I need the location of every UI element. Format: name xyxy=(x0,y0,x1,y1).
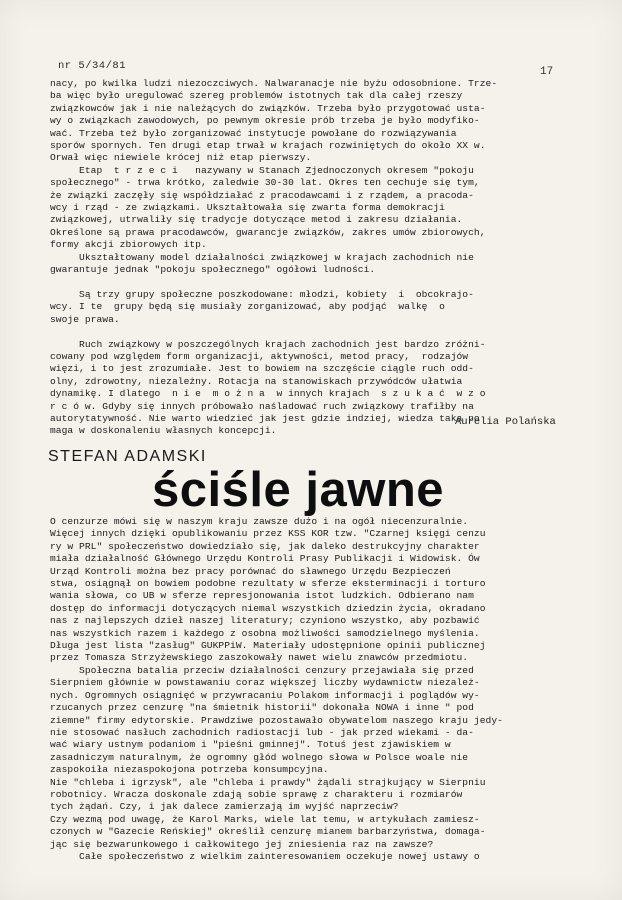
article-one-line: swoje prawa. xyxy=(50,313,120,325)
article-two-line: Urząd Kontroli można bez pracy porównać do sławnego Urzędu Bezpieczeń xyxy=(50,565,451,577)
article-one-line: r c ó w. Gdyby się innych próbowało naśladować ruch związkowy trafiłby na xyxy=(50,400,474,412)
article-one-line: cowany pod względem form organizacji, aktywności, metod pracy, rodzajów xyxy=(50,350,469,362)
article-one-line: wcy. I te grupy będą się musiały zorganizować, aby podjąć walkę o xyxy=(50,301,445,313)
page-number: 17 xyxy=(540,66,554,78)
article-two-line: ziemne" firmy edytorskie. Prawdziwe pozostawało obywatelom naszego kraju jedy- xyxy=(50,714,503,726)
article-two-line: Nie "chleba i igrzysk", ale "chleba i prawdy" żądali strajkujący w Sierpniu xyxy=(50,776,486,788)
article-one-line: gwarantuje jednak "pokoju społecznego" ogółowi ludności. xyxy=(50,264,376,276)
article-one-line: społecznego" - trwa krótko, zaledwie 30-30 lat. Okres ten cechuje się tym, xyxy=(50,177,480,189)
article-one-line: Ukształtowany model działalności związkowej w krajach zachodnich nie xyxy=(50,251,474,263)
article-one-line xyxy=(50,326,497,338)
article-two-line: Całe społeczeństwo z wielkim zainteresowaniem oczekuje nowej ustawy o xyxy=(50,850,480,862)
article-two-line: wania słowa, co UB w sferze represjonowania istot ludzkich. Odbierano nam xyxy=(50,590,474,602)
article-two-text xyxy=(50,516,503,863)
article-two-line: O cenzurze mówi się w naszym kraju zawsze dużo i na ogół niecenzuralnie. xyxy=(50,516,469,527)
article-one-line: Etap t r z e c i nazywany w Stanach Zjednoczonych okresem "pokoju xyxy=(50,164,474,176)
article-one-line: olny, zdrowotny, niezależny. Rotacja na stanowiskach przywódców ułatwia xyxy=(50,375,463,387)
article-one-line: związkowej, utrwaliły się tradycje dotyczące metod i zakresu działania. xyxy=(50,214,463,226)
article-one-line: Określone są prawa pracodawców, gwarancje związków, zakres umów zbiorowych, xyxy=(50,226,486,238)
article-one-line: Są trzy grupy społeczne poszkodowane: młodzi, kobiety i obcokrajo- xyxy=(50,288,474,300)
article-two-line: tych żądań. Czy, i jak dalece zamierzają im wyjść naprzeciw? xyxy=(50,801,399,813)
article-one-line: ba więc było uregulować szereg problemów istotnych tak dla całej rzeszy xyxy=(50,90,463,102)
article-one-line: nacy, po kwilka ludzi niezoczciwych. Nalwaranacje nie byżu odosobnione. Trze- xyxy=(50,78,498,89)
article-one-line: maga w doskonaleniu własnych koncepcji. xyxy=(50,425,277,437)
issue-number: nr 5/34/81 xyxy=(58,60,127,72)
article-two-line: nych. Ogromnych osiągnięć w przywracaniu Polakom informacji i poglądów wy- xyxy=(50,689,480,701)
article-one-line: formy akcji zbiorowych itp. xyxy=(50,239,207,251)
article-one-line: wcy i rząd - ze związkami. Ukształtowała się zwarta forma demokracji xyxy=(50,202,445,214)
article-one-signature: Aurelia Polańska xyxy=(455,416,556,428)
article-one-line: Ruch związkowy w poszczególnych krajach zachodnich jest bardzo zróżni- xyxy=(50,338,486,350)
article-two-line: Czy wezmą pod uwagę, że Karol Marks, wiele lat temu, w artykułach zamiesz- xyxy=(50,813,480,825)
article-two-line: zasadniczym naturalnym, że ogromny głód wolnego słowa w Polsce woale nie xyxy=(50,751,469,763)
article-one-line xyxy=(50,277,497,289)
article-two-author: STEFAN ADAMSKI xyxy=(48,448,207,465)
article-two-line: zaspokoiła niezaspokojona potrzeba konsumpcyjna. xyxy=(50,764,329,776)
article-two-line: wać wiary ustnym podaniom i "pieśni gminnej". Totuś jest zjawiskiem w xyxy=(50,739,451,751)
article-one-line: więzi, i to jest zrozumiałe. Jest to bowiem na szczęście ciągle ruch odd- xyxy=(50,363,474,375)
article-two-line: jąc się bezwarunkowego i całkowitego jej zniesienia raz na zawsze? xyxy=(50,838,434,850)
article-two-line: ry w PRL" społeczeństwo dowiedziało się, jak daleko destrukcyjny charakter xyxy=(50,540,480,552)
article-one-line: wać. Trzeba też było zorganizować instytucje powołane do rozwiązywania xyxy=(50,127,457,139)
article-one-line: wy o związkach zawodowych, po pewnym okresie prób trzeba je było modyfiko- xyxy=(50,115,480,127)
article-one-line: autorytatywność. Nie warto wiedzieć jak jest gdzie indziej, wiedza taka po xyxy=(50,412,480,424)
article-two-line: nas z najlepszych dzieł naszej literatury; czyniono wszystko, aby pozbawić xyxy=(50,615,480,627)
article-one-line: związkowców jak i nie należących do związków. Trzeba było przygotować usta- xyxy=(50,102,486,114)
article-two-line: nie stosować nasłuch zachodnich radiostacji lub - jak przed wiekami - da- xyxy=(50,726,474,738)
article-two-line: nas wszystkich razem i każdego z osobna możliwości samodzielnego myślenia. xyxy=(50,627,480,639)
article-two-line: przez Tomasza Strzyżewskiego zaszokowały nawet wielu znawców przedmiotu. xyxy=(50,652,469,664)
article-two-line: czonych w "Gazecie Reńskiej" określił cenzurę mianem barbarzyństwa, domaga- xyxy=(50,826,486,838)
article-one-line: że związki zaczęły się współdziałać z pracodawcami i z rządem, a pracoda- xyxy=(50,189,474,201)
article-two-line: Społeczna batalia przeciw działalności cenzury przejawiała się przed xyxy=(50,664,474,676)
article-two-line: Długa jest lista "zasług" GUKPPiW. Materiały udostępnione opinii publicznej xyxy=(50,640,486,652)
article-two-line: stwa, osiągnął on bowiem podobne rezultaty w sferze eksterminacji i torturo xyxy=(50,578,486,590)
article-two-line: rzucanych przez cenzurę "na śmietnik historii" dokonała NOWA i inne " pod xyxy=(50,702,474,714)
article-one-text xyxy=(50,78,497,438)
article-two-title: ściśle jawne xyxy=(152,463,445,517)
article-two-line: Więcej innych dzięki opublikowaniu przez KSS KOR tzw. "Czarnej księgi cenzu xyxy=(50,528,486,540)
article-two-line: dostęp do informacji dotyczących niemal wszystkich dziedzin życia, okradano xyxy=(50,602,486,614)
article-one-line: Orwał więc niewiele krócej niż etap pierwszy. xyxy=(50,152,312,164)
article-two-line: Sierpniem głównie w powstawaniu coraz większej liczby wydawnictw niezależ- xyxy=(50,677,480,689)
article-two-line: miała działalność Głównego Urzędu Kontroli Prasy Publikacji i Widowisk. Ów xyxy=(50,553,480,565)
article-one-line: dynamikę. I dlatego n i e m o ż n a w innych krajach s z u k a ć w z o xyxy=(50,388,486,400)
article-one-line: sporów spornych. Ten drugi etap trwał w krajach rozwiniętych do około XX w. xyxy=(50,140,486,152)
article-two-line: robotnicy. Wracza doskonale zdają sobie sprawę z charakteru i rozmiarów xyxy=(50,788,463,800)
